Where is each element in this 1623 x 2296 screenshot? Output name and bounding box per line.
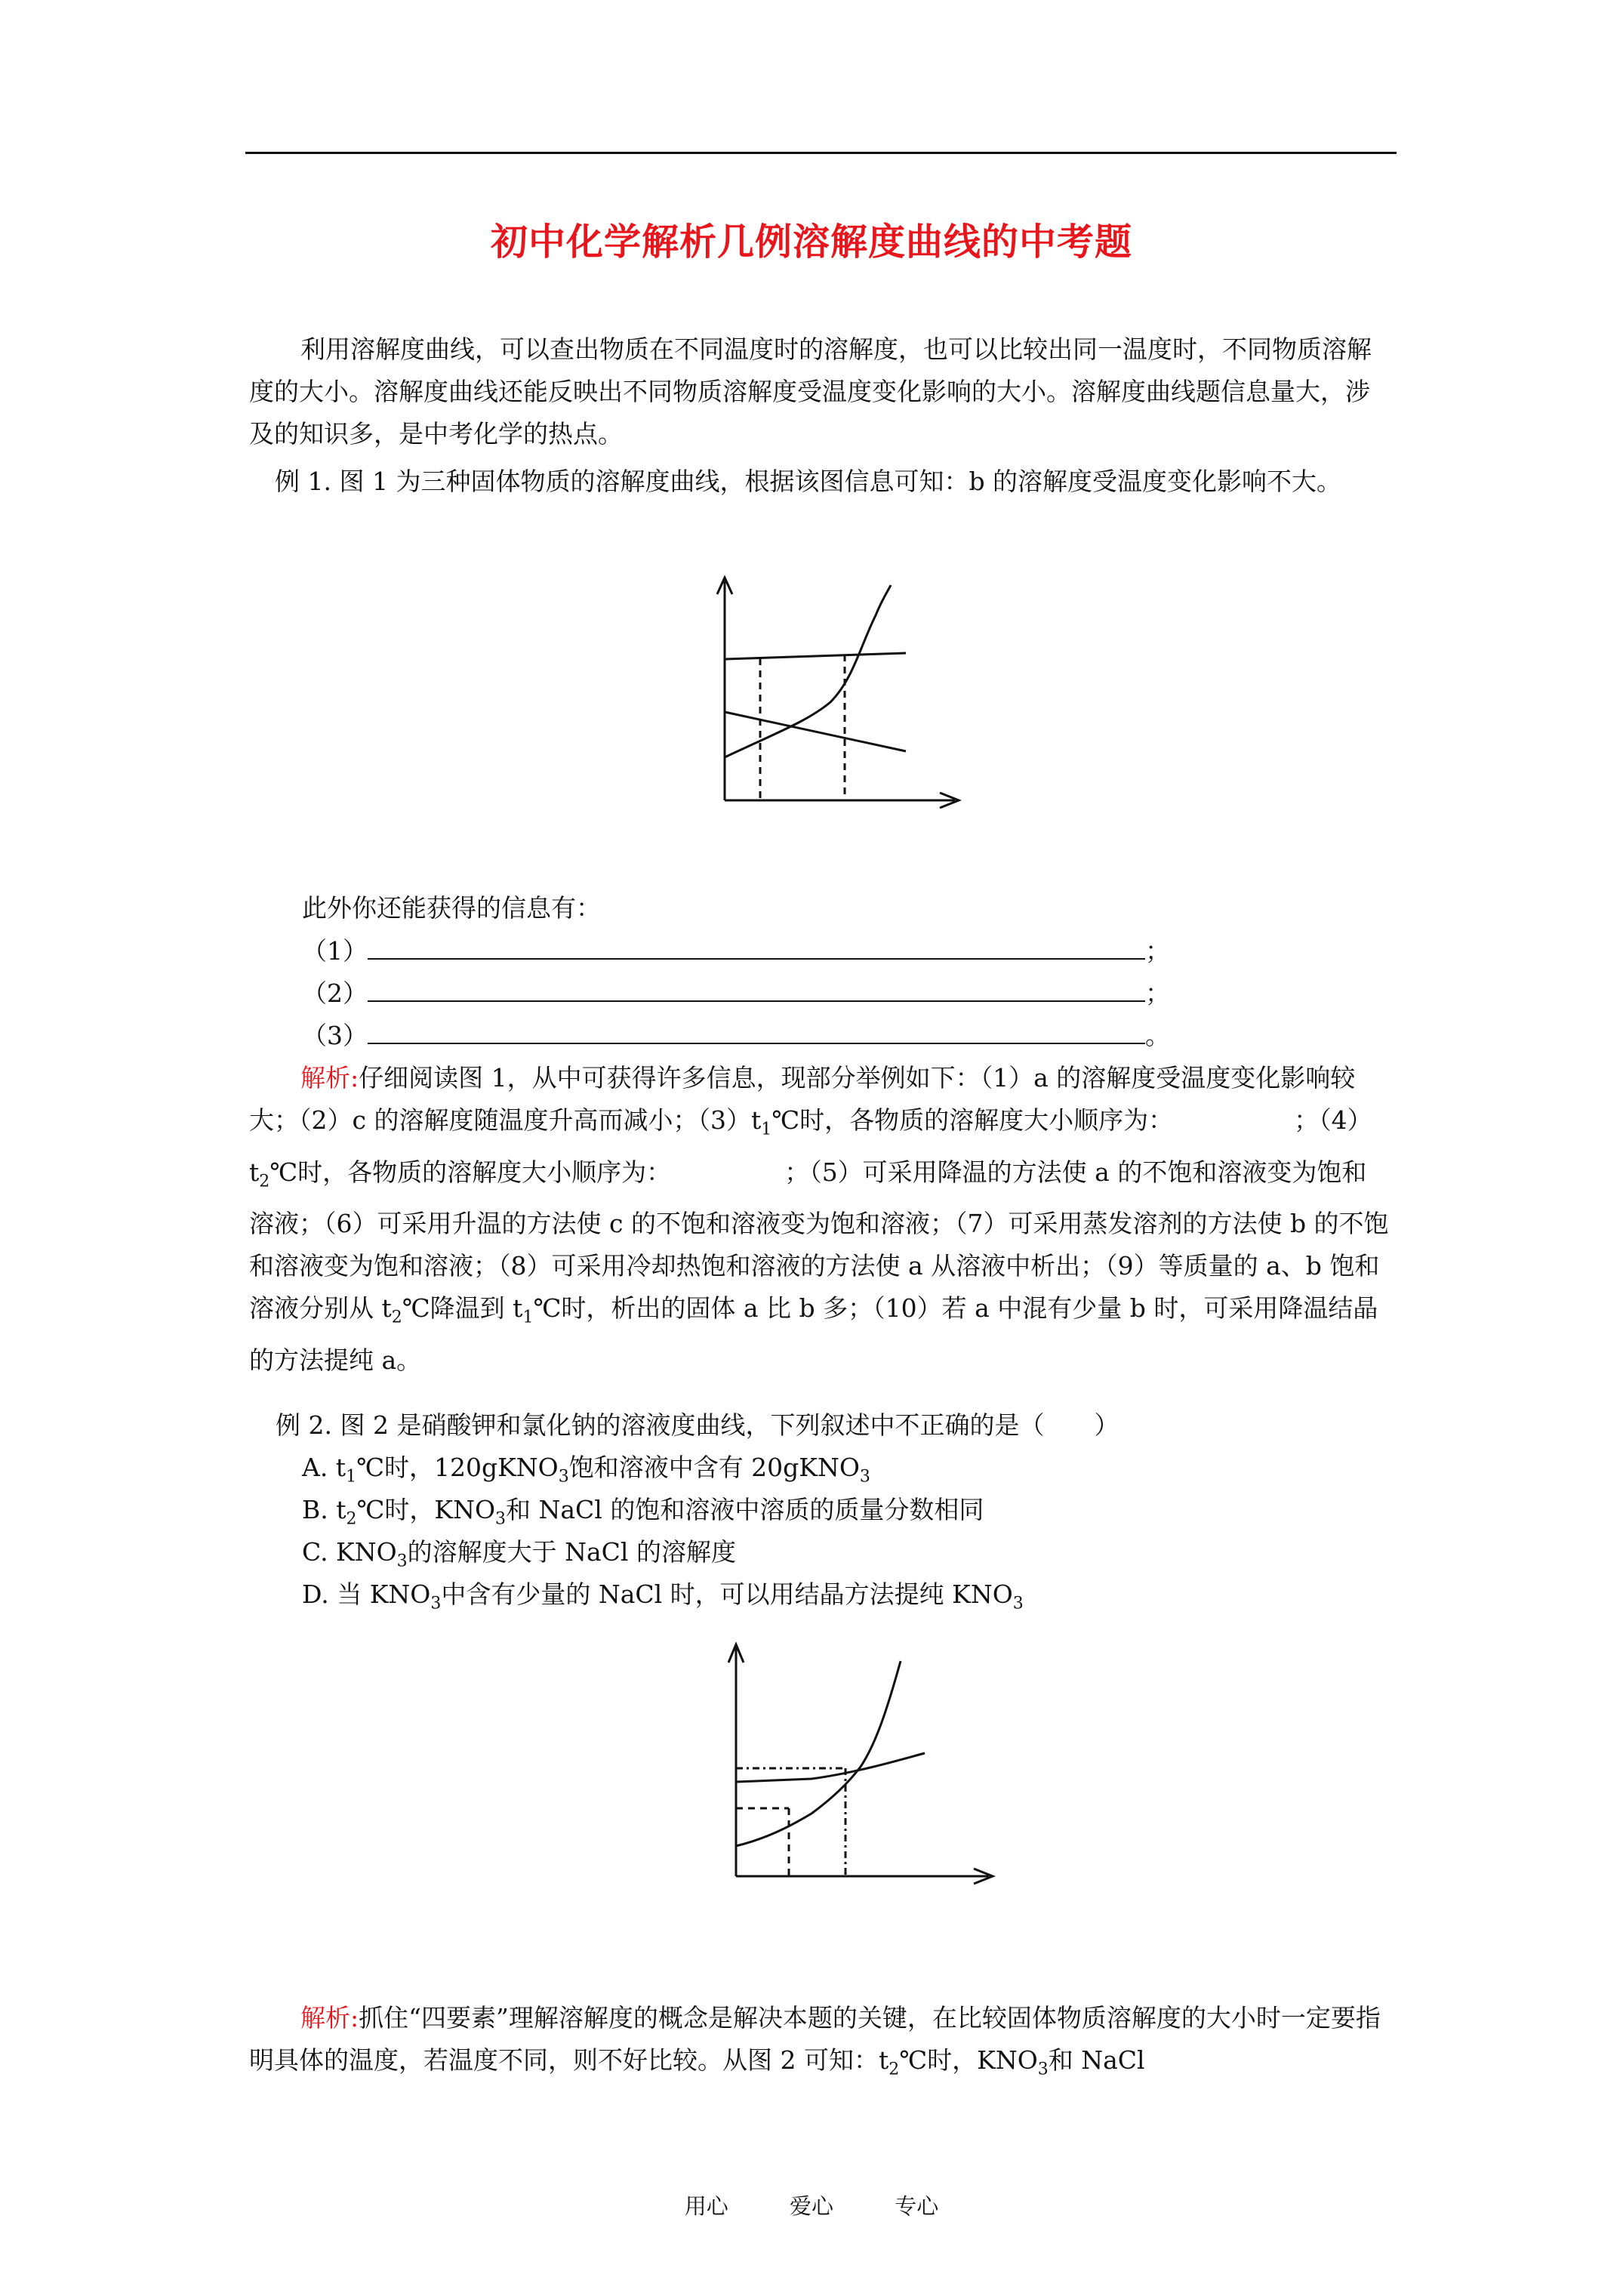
answer-line-3-number: （3）: [302, 1021, 368, 1050]
option-a-text: ℃时，120gKNO: [356, 1453, 559, 1482]
answer-blank-3[interactable]: [368, 1020, 1145, 1044]
analysis-text-part: ℃时，KNO: [899, 2045, 1038, 2075]
page-title: 初中化学解析几例溶解度曲线的中考题: [490, 220, 1132, 264]
analysis-text-part: ℃时，各物质的溶解度大小顺序为：: [771, 1105, 1174, 1135]
subscript: 3: [430, 1594, 442, 1613]
subscript: 3: [495, 1509, 506, 1529]
example-2-question: 例 2. 图 2 是硝酸钾和氯化钠的溶液度曲线，下列叙述中不正确的是（ ）: [276, 1410, 1119, 1440]
subscript: 3: [1012, 1594, 1024, 1613]
figure-2-kno3-nacl-curves: [721, 1638, 1000, 1888]
analysis-text-part: 和 NaCl: [1048, 2045, 1145, 2075]
figure-1-solubility-curves: [710, 570, 966, 815]
fig1-curve-b: [725, 653, 906, 659]
option-c-text: 的溶解度大于 NaCl 的溶解度: [407, 1537, 736, 1567]
footer-item: 专心: [895, 2193, 939, 2219]
example-1-analysis: [249, 1057, 1390, 1382]
example-1-text: 例 1. 图 1 为三种固体物质的溶解度曲线，根据该图信息可知：b 的溶解度受温度变化影响不大。: [275, 467, 1342, 496]
subscript: 3: [1037, 2060, 1049, 2079]
fig2-curve-kno3: [736, 1661, 901, 1846]
subscript: 1: [522, 1308, 534, 1327]
subscript: 2: [259, 1172, 270, 1191]
option-b-text: 和 NaCl 的饱和溶液中溶质的质量分数相同: [506, 1495, 984, 1524]
analysis-text-part: ；（5）可采用降温的方法使 a 的不饱和溶液变为饱和溶液；（6）可采用升温的方法使 c 的不饱和溶液变为饱和溶液；（7）可采用蒸发溶剂的方法使 b 的不饱和溶液变为饱和溶液；（8）可采用冷却热饱和溶液的方法使 a 从溶液中析出；（9）等质量的 a、b 饱和溶液分别从 t: [249, 1157, 1389, 1324]
option-d-text: 中含有少量的 NaCl 时，可以用结晶方法提纯 KNO: [441, 1579, 1013, 1609]
subscript: 3: [558, 1467, 569, 1487]
analysis-text-part: ；（4）t: [249, 1105, 1372, 1187]
page-footer: [0, 2190, 1623, 2220]
subscript: 2: [888, 2060, 900, 2079]
example-1-prompt: 此外你还能获得的信息有：: [302, 893, 601, 923]
footer-item: 用心: [684, 2193, 728, 2219]
answer-line-1-end: ；: [1145, 936, 1170, 966]
subscript: 3: [859, 1467, 870, 1487]
analysis-text-part: ℃时，各物质的溶解度大小顺序为：: [269, 1157, 672, 1187]
header-rule: [245, 152, 1397, 154]
subscript: 2: [346, 1509, 357, 1529]
subscript: 1: [761, 1120, 772, 1139]
option-c-text: C. KNO: [302, 1537, 397, 1567]
option-b-text: ℃时，KNO: [356, 1495, 495, 1524]
intro-paragraph: 利用溶解度曲线，可以查出物质在不同温度时的溶解度，也可以比较出同一温度时，不同物质溶解度的大小。溶解度曲线还能反映出不同物质溶解度受温度变化影响的大小。溶解度曲线题信息量大，涉及的知识多，是中考化学的热点。: [249, 334, 1372, 448]
option-d: [302, 1573, 1024, 1626]
analysis-text-part: ℃降温到 t: [402, 1293, 523, 1324]
answer-blank-1[interactable]: [368, 935, 1145, 960]
option-d-text: D. 当 KNO: [302, 1579, 431, 1609]
analysis-label: 解析:: [300, 1063, 359, 1093]
subscript: 2: [391, 1308, 402, 1327]
option-b-text: B. t: [302, 1495, 346, 1524]
answer-line-1-number: （1）: [302, 936, 368, 966]
analysis-text-part: 仔细阅读图 1，从中可获得许多信息，现部分举例如下：（1）a 的溶解度受温度变化影响较大；（2）c 的溶解度随温度升高而减小；（3）t: [249, 1063, 1356, 1135]
answer-line-2-end: ；: [1145, 978, 1170, 1008]
answer-line-3: [302, 1015, 1170, 1057]
analysis-text-part: ℃时，析出的固体 a 比 b 多；（10）若 a 中混有少量 b 时，可采用降温结晶的方法提纯 a。: [249, 1293, 1378, 1375]
analysis-text-part: 抓住“四要素”理解溶解度的概念是解决本题的关键，在比较固体物质溶解度的大小时一定要指明具体的温度，若温度不同，则不好比较。从图 2 可知：t: [249, 2003, 1381, 2075]
analysis-label-2: 解析:: [300, 2003, 359, 2032]
answer-blank-2[interactable]: [368, 978, 1145, 1002]
answer-line-2-number: （2）: [302, 978, 368, 1008]
answer-line-2: [302, 972, 1170, 1015]
answer-line-1: [302, 930, 1170, 972]
answer-line-3-end: 。: [1145, 1021, 1170, 1050]
subscript: 3: [396, 1552, 408, 1571]
example-2-analysis: [249, 1997, 1390, 2091]
option-a-text: 饱和溶液中含有 20gKNO: [568, 1453, 860, 1482]
subscript: 1: [346, 1467, 357, 1487]
footer-item: 爱心: [789, 2193, 833, 2219]
option-a-text: A. t: [302, 1453, 346, 1482]
fig1-curve-a: [725, 585, 891, 757]
